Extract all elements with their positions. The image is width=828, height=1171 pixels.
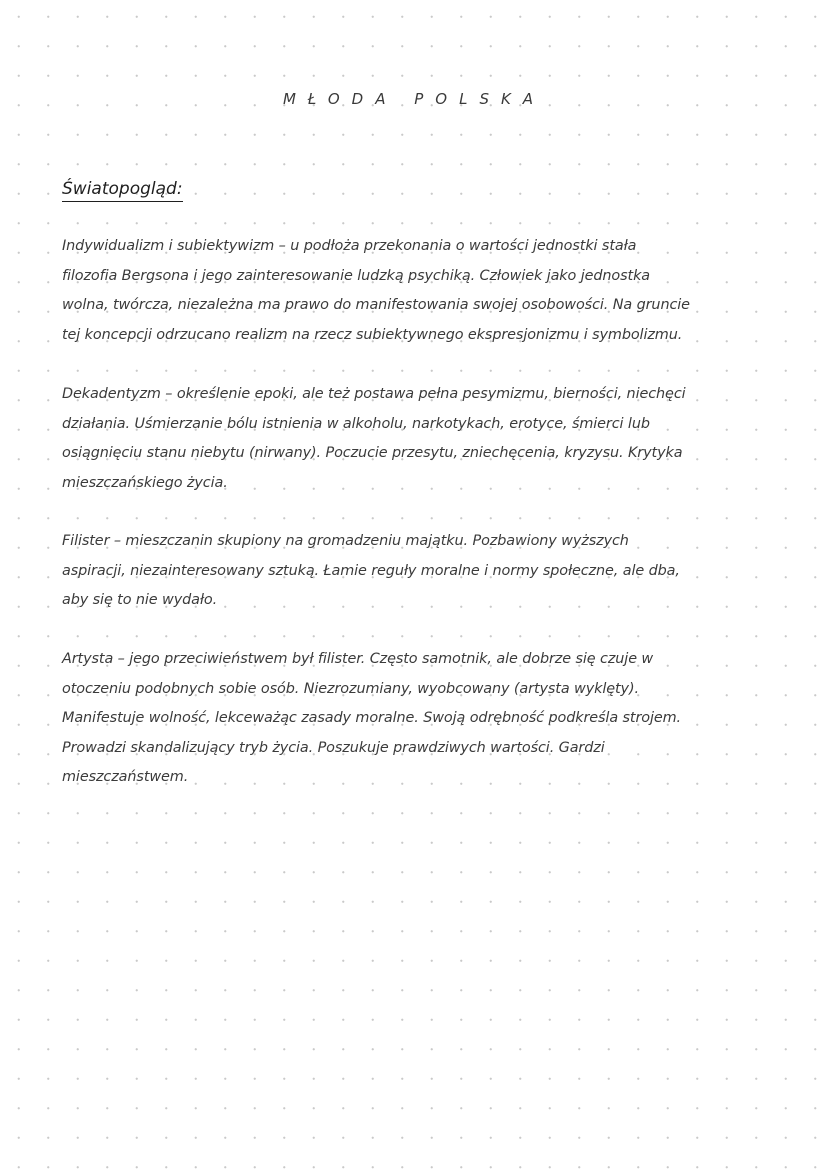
- paragraph-decadentism: [62, 380, 762, 498]
- paragraph-philistine: [62, 527, 762, 616]
- text-line: osiągnięciu stanu niebytu (nirwany). Poczucie przesytu, zniechęcenia, kryzysu. Krytyka: [62, 445, 683, 461]
- section-heading: Światopogląd:: [62, 178, 183, 202]
- text-line: Dekadentyzm – określenie epoki, ale też postawa pełna pesymizmu, bierności, niechęci: [62, 386, 686, 402]
- text-line: Manifestuje wolność, lekceważąc zasady moralne. Swoją odrębność podkreśla strojem.: [62, 710, 682, 726]
- text-line: Indywidualizm i subiektywizm – u podłoża przekonania o wartości jednostki stała: [62, 238, 637, 254]
- text-line: Filister – mieszczanin skupiony na gromadzeniu majątku. Pozbawiony wyższych: [62, 533, 629, 549]
- text-line: Artysta – jego przeciwieństwem był filister. Często samotnik, ale dobrze się czuje w: [62, 651, 654, 667]
- text-line: działania. Uśmierzanie bólu istnienia w alkoholu, narkotykach, erotyce, śmierci lub: [62, 415, 650, 432]
- text-line: aspiracji, niezainteresowany sztuką. Łamie reguły moralne i normy społeczne, ale dba,: [62, 562, 680, 579]
- text-line: Prowadzi skandalizujący tryb życia. Poszukuje prawdziwych wartości. Gardzi: [62, 739, 605, 756]
- text-line: mieszczaństwem.: [62, 769, 189, 785]
- text-line: aby się to nie wydało.: [62, 592, 218, 608]
- text-line: mieszczańskiego życia.: [62, 474, 228, 491]
- paragraph-artist: [62, 645, 762, 793]
- paragraph-individualism: [62, 232, 762, 350]
- text-line: filozofia Bergsona i jego zainteresowanie ludzką psychiką. Człowiek jako jednostka: [62, 267, 651, 284]
- text-line: wolna, twórcza, niezależna ma prawo do manifestowania swojej osobowości. Na gruncie: [62, 297, 690, 313]
- text-line: otoczeniu podobnych sobie osób. Niezrozumiany, wyobcowany (artysta wyklęty).: [62, 680, 639, 697]
- text-line: tej koncepcji odrzucano realizm na rzecz subiektywnego ekspresjonizmu i symbolizmu.: [62, 326, 683, 343]
- page-title: MŁODA POLSKA: [282, 90, 546, 108]
